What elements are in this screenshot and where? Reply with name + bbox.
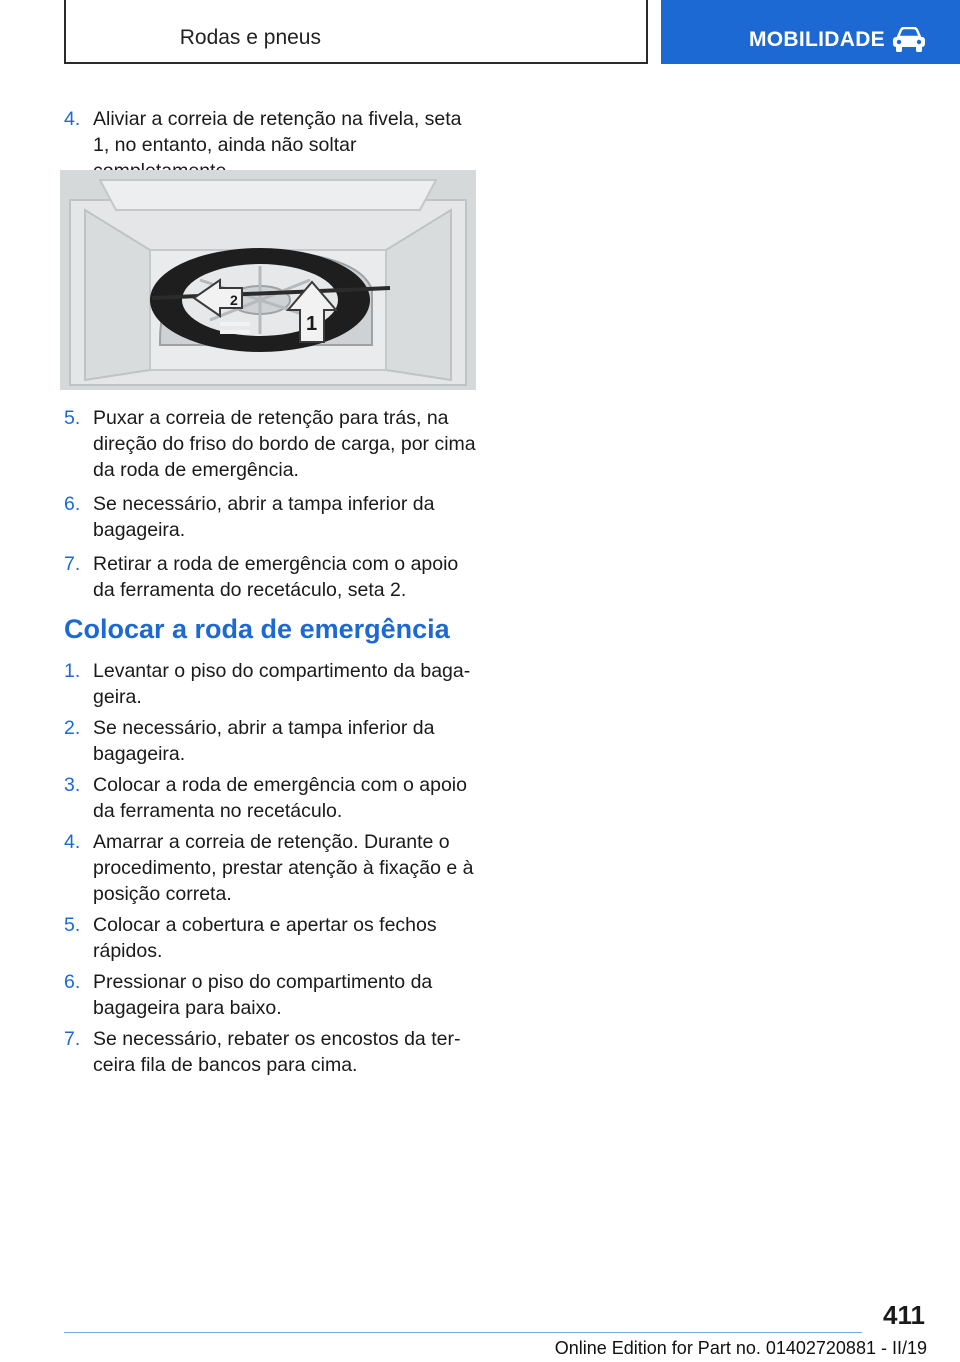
list-item (64, 491, 479, 543)
car-icon (891, 27, 927, 53)
steps-list-b (64, 405, 479, 603)
step-text: Colocar a roda de emergência com o apoio da ferramenta no recetáculo. (93, 774, 467, 822)
step-number: 1. (64, 660, 81, 682)
list-item (64, 405, 479, 483)
steps-list-c (64, 658, 479, 1078)
step-number: 5. (64, 914, 81, 936)
step-number: 7. (64, 1028, 81, 1050)
spare-wheel-illustration (60, 170, 476, 390)
chapter-tab-label: MOBILIDADE (749, 28, 885, 51)
step-number: 3. (64, 774, 81, 796)
step-text: Aliviar a correia de retenção na fivela, seta 1, no entanto, ainda não soltar (93, 108, 462, 156)
list-item (64, 829, 479, 907)
list-item (64, 1026, 479, 1078)
step-text: Se necessário, abrir a tampa inferior da bagageira. (93, 717, 435, 765)
step-number: 4. (64, 108, 81, 130)
list-item (64, 715, 479, 767)
header-section-title: Rodas e pneus (179, 26, 321, 49)
list-item (64, 772, 479, 824)
step-text: Colocar a cobertura e apertar os fechos rápidos. (93, 914, 437, 962)
step-text: Pressionar o piso do compartimento da bagageira para baixo. (93, 971, 433, 1019)
list-item (64, 551, 479, 603)
header-section-box (64, 0, 648, 64)
section-heading: Colocar a roda de emergência (64, 614, 450, 644)
list-item (64, 969, 479, 1021)
edition-note: Online Edition for Part no. 01402720881 - II/19 (554, 1338, 927, 1358)
step-number: 6. (64, 493, 81, 515)
step-text: Levantar o piso do compartimento da bagageira. (93, 660, 471, 708)
luggage-compartment-drawing (60, 170, 476, 390)
step-number: 6. (64, 971, 81, 993)
step-number: 4. (64, 831, 81, 853)
step-text: Amarrar a correia de retenção. Durante o procedimento, prestar atenção à fixação e à posição correta. (93, 831, 474, 905)
chapter-tab[interactable] (661, 0, 960, 64)
step-text: Se necessário, abrir a tampa inferior da bagageira. (93, 493, 435, 541)
step-text: Retirar a roda de emergência com o apoio da ferramenta do recetáculo, seta 2. (93, 553, 459, 601)
step-text: Se necessário, rebater os encostos da terceira fila de bancos para cima. (93, 1028, 461, 1076)
step-number: 5. (64, 407, 81, 429)
footer-divider (64, 1332, 862, 1333)
page-number: 411 (883, 1300, 925, 1330)
step-number: 7. (64, 553, 81, 575)
list-item (64, 658, 479, 710)
list-item (64, 912, 479, 964)
step-text: Puxar a correia de retenção para trás, na direção do friso do bordo de carga, por cima da roda de emergência. (93, 407, 476, 481)
step-number: 2. (64, 717, 81, 739)
figure-label-2: 2 (230, 292, 238, 308)
figure-label-1: 1 (306, 313, 318, 335)
